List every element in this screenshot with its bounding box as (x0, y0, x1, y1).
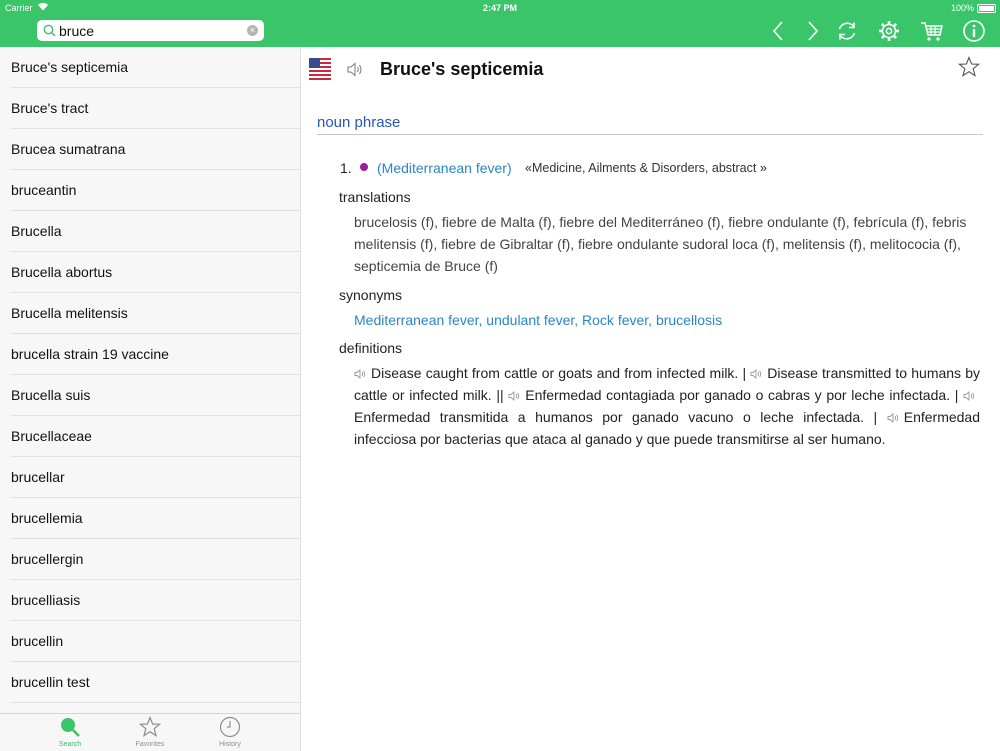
list-item-label: Bruce's septicemia (11, 59, 129, 75)
info-icon (962, 19, 986, 43)
results-list[interactable] (0, 47, 301, 713)
synonyms-heading: synonyms (339, 287, 403, 303)
info-button[interactable] (962, 19, 986, 43)
forward-button[interactable] (800, 19, 824, 43)
speaker-icon[interactable] (354, 363, 366, 373)
speaker-icon[interactable] (347, 62, 364, 77)
list-item[interactable] (11, 334, 300, 375)
tab-label: Favorites (135, 741, 165, 748)
definition: Enfermedad infecciosa por bacterias que ataca al ganado y que puede transmitirse al ser humano. (354, 409, 981, 447)
star-icon (139, 716, 161, 738)
definitions-heading: definitions (339, 340, 403, 356)
us-flag-icon[interactable] (309, 58, 331, 80)
list-item[interactable] (11, 129, 300, 170)
tab-bar (0, 713, 301, 751)
definition: Enfermedad transmitida a humanos por ganado vacuno o leche infectada. | (354, 409, 878, 425)
search-bar[interactable] (37, 20, 264, 41)
sync-icon (835, 19, 859, 43)
settings-button[interactable] (877, 19, 901, 43)
sync-button[interactable] (835, 19, 859, 43)
list-item[interactable] (11, 47, 300, 88)
speaker-icon[interactable] (750, 363, 762, 373)
chevron-right-icon (800, 19, 824, 43)
translations-heading: translations (339, 189, 411, 205)
list-item-label: Brucella (11, 223, 62, 239)
carrier-label: Carrier (5, 3, 33, 13)
speaker-icon[interactable] (508, 385, 520, 395)
list-item-label: Brucella melitensis (11, 305, 128, 321)
list-item[interactable] (11, 457, 300, 498)
tab-history[interactable] (200, 716, 260, 750)
list-item[interactable] (11, 662, 300, 703)
synonyms-links[interactable]: Mediterranean fever, undulant fever, Rock fever, brucellosis (354, 312, 723, 328)
gear-icon (877, 19, 901, 43)
list-item[interactable] (11, 211, 300, 252)
favorite-star-icon[interactable] (958, 56, 980, 78)
list-item-label: brucellergin (11, 551, 84, 567)
list-item[interactable] (11, 375, 300, 416)
sense-domain: «Medicine, Ailments & Disorders, abstract » (525, 161, 767, 175)
battery-percent: 100% (950, 3, 974, 13)
definition: Enfermedad contagiada por ganado o cabras y por leche infectada. | (525, 387, 959, 403)
list-item[interactable] (11, 88, 300, 129)
clock-icon (219, 716, 241, 738)
headword: Bruce's septicemia (380, 59, 544, 79)
list-item[interactable] (11, 170, 300, 211)
translations-text: brucelosis (f), fiebre de Malta (f), fiebre del Mediterráneo (f), fiebre ondulante (f), febrícula (f), febris melitensis (f), fiebre de Gibraltar (f), fiebre ondulante sudoral loca (f), melitensis (f), melitococia (f), septicemia de Bruce (f) (354, 214, 967, 274)
list-item-label: brucella strain 19 vaccine (11, 346, 169, 362)
list-item-label: brucellin test (11, 674, 90, 690)
divider (317, 134, 983, 135)
speaker-icon[interactable] (887, 407, 899, 417)
definition: Disease transmitted to humans by cattle or infected milk. || (354, 365, 980, 403)
cart-icon (920, 19, 944, 43)
entry-pane (301, 47, 1000, 750)
list-item-label: bruceantin (11, 182, 77, 198)
list-item-label: brucellin (11, 633, 64, 649)
app-header (0, 0, 1000, 47)
tab-search[interactable] (40, 716, 100, 750)
list-item[interactable] (11, 252, 300, 293)
list-item-label: brucelliasis (11, 592, 81, 608)
tab-label: History (219, 741, 241, 748)
chevron-left-icon (767, 19, 791, 43)
definition: Disease caught from cattle or goats and from infected milk. | (371, 365, 747, 381)
list-item[interactable] (11, 498, 300, 539)
list-item-label: brucellar (11, 469, 65, 485)
list-item-label: Bruce's tract (11, 100, 89, 116)
list-item-label: Brucella abortus (11, 264, 113, 280)
sense-gloss-link[interactable]: (Mediterranean fever) (377, 160, 512, 176)
list-item-label: Brucellaceae (11, 428, 92, 444)
store-button[interactable] (920, 19, 944, 43)
tab-label: Search (58, 741, 82, 748)
list-item-label: Brucella suis (11, 387, 91, 403)
list-item-label: Brucea sumatrana (11, 141, 126, 157)
sense-number: 1. (340, 160, 352, 176)
search-input[interactable] (59, 20, 239, 41)
clear-search-icon[interactable]: × (247, 25, 258, 36)
status-time: 2:47 PM (482, 3, 517, 13)
list-item[interactable] (11, 293, 300, 334)
search-icon (59, 716, 81, 738)
battery-icon (977, 4, 996, 13)
tab-favorites[interactable] (120, 716, 180, 750)
list-item[interactable] (11, 621, 300, 662)
sense-dot (360, 163, 368, 171)
definitions-text (354, 362, 980, 450)
search-icon (43, 24, 56, 37)
back-button[interactable] (767, 19, 791, 43)
part-of-speech: noun phrase (317, 114, 401, 131)
list-item[interactable] (11, 580, 300, 621)
speaker-icon[interactable] (963, 385, 975, 395)
list-item[interactable] (11, 416, 300, 457)
status-bar (0, 0, 1000, 16)
list-item-label: brucellemia (11, 510, 83, 526)
list-item[interactable] (11, 539, 300, 580)
